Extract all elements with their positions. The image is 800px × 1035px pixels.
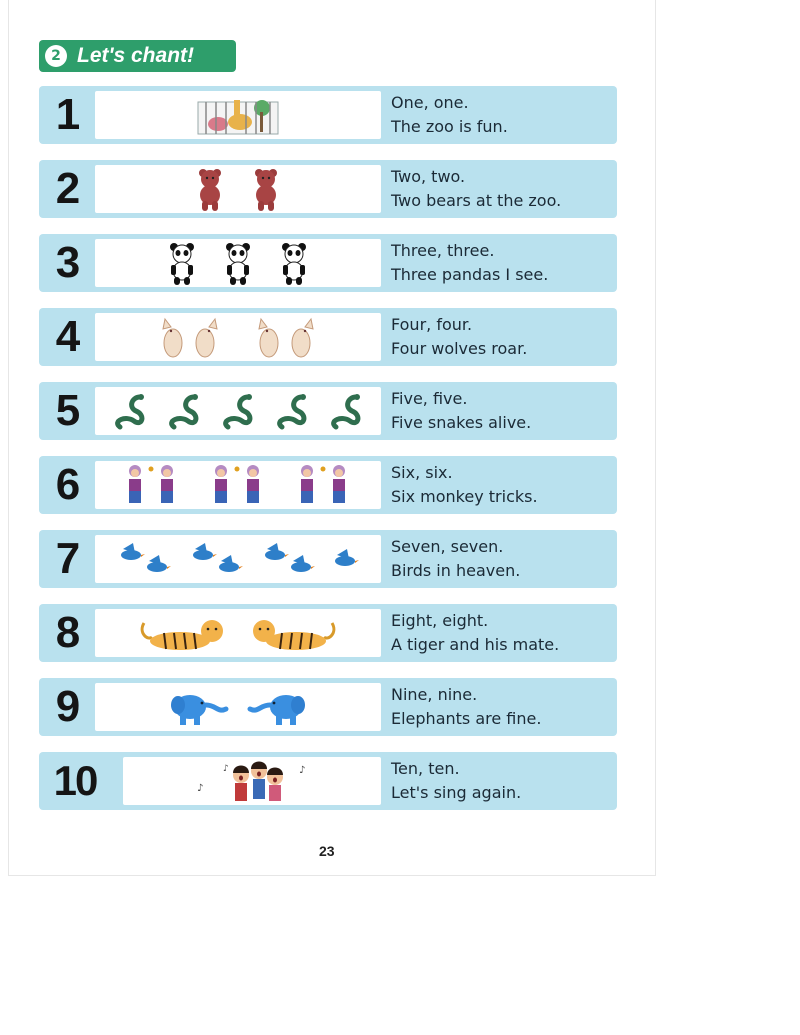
chant-line-1: One, one. — [391, 93, 469, 112]
chant-row-9 — [39, 678, 617, 736]
chant-row-6 — [39, 456, 617, 514]
row-number: 10 — [53, 757, 97, 804]
chant-line-2: Four wolves roar. — [391, 339, 528, 358]
chant-line-2: Elephants are fine. — [391, 709, 542, 728]
tiger-icon — [140, 613, 236, 653]
picture-panel — [95, 91, 381, 139]
chant-line-2: A tiger and his mate. — [391, 635, 560, 654]
chant-line-1: Ten, ten. — [391, 759, 460, 778]
picture-panel — [95, 239, 381, 287]
svg-text:♪: ♪ — [299, 765, 306, 776]
row-number: 4 — [55, 312, 81, 361]
chant-text — [391, 165, 561, 213]
snake-icon — [166, 391, 202, 431]
chant-row-10 — [39, 752, 617, 810]
monkey-icon — [291, 463, 357, 507]
chant-line-2: Six monkey tricks. — [391, 487, 538, 506]
chant-row-5 — [39, 382, 617, 440]
panda-icon — [279, 241, 309, 285]
chant-line-2: Two bears at the zoo. — [391, 191, 562, 210]
chant-text — [391, 609, 559, 657]
chant-row-8 — [39, 604, 617, 662]
picture-panel — [123, 757, 381, 805]
chant-line-1: Two, two. — [391, 167, 466, 186]
chant-text — [391, 239, 548, 287]
snake-icon — [328, 391, 364, 431]
chant-header — [39, 40, 236, 72]
elephant-icon — [246, 687, 312, 727]
picture-panel — [95, 461, 381, 509]
chant-line-2: The zoo is fun. — [391, 117, 508, 136]
snake-icon — [112, 391, 148, 431]
section-number-badge: 2 — [45, 45, 67, 67]
picture-panel — [95, 609, 381, 657]
tiger-icon — [240, 613, 336, 653]
row-number: 7 — [55, 534, 81, 583]
section-title: Let's chant! — [77, 44, 195, 67]
elephant-icon — [164, 687, 230, 727]
bear-icon — [193, 167, 227, 211]
row-number: 2 — [55, 164, 81, 213]
wolf-icon — [255, 315, 317, 359]
snake-icon — [274, 391, 310, 431]
singing-children-icon — [187, 759, 317, 803]
chant-line-1: Nine, nine. — [391, 685, 478, 704]
row-number: 1 — [55, 90, 81, 139]
picture-panel — [95, 313, 381, 361]
row-number: 9 — [55, 682, 81, 731]
row-number: 6 — [55, 460, 81, 509]
bear-icon — [249, 167, 283, 211]
picture-panel — [95, 165, 381, 213]
chant-row-7 — [39, 530, 617, 588]
chant-line-2: Birds in heaven. — [391, 561, 521, 580]
chant-line-1: Six, six. — [391, 463, 453, 482]
chant-text — [391, 313, 527, 361]
monkey-icon — [119, 463, 185, 507]
chant-text — [391, 461, 538, 509]
chant-line-1: Four, four. — [391, 315, 473, 334]
row-number: 3 — [55, 238, 81, 287]
chant-text — [391, 91, 508, 139]
chant-line-2: Three pandas I see. — [391, 265, 549, 284]
row-number: 5 — [55, 386, 81, 435]
svg-text:♪: ♪ — [197, 783, 204, 794]
picture-panel — [95, 683, 381, 731]
row-number: 8 — [55, 608, 81, 657]
zoo-cage-icon — [196, 94, 280, 136]
bird-icon — [187, 539, 245, 579]
picture-panel — [95, 535, 381, 583]
chant-line-1: Three, three. — [391, 241, 495, 260]
snake-icon — [220, 391, 256, 431]
chant-text — [391, 683, 541, 731]
bird-icon — [331, 539, 361, 579]
chant-text — [391, 387, 531, 435]
panda-icon — [167, 241, 197, 285]
monkey-icon — [205, 463, 271, 507]
chant-line-2: Let's sing again. — [391, 783, 522, 802]
textbook-page — [8, 0, 656, 876]
chant-row-3 — [39, 234, 617, 292]
chant-line-1: Five, five. — [391, 389, 468, 408]
page-number: 23 — [319, 843, 335, 859]
chant-text — [391, 535, 520, 583]
chant-row-4 — [39, 308, 617, 366]
chant-row-1 — [39, 86, 617, 144]
wolf-icon — [159, 315, 221, 359]
bird-icon — [115, 539, 173, 579]
chant-line-1: Eight, eight. — [391, 611, 489, 630]
chant-row-2 — [39, 160, 617, 218]
panda-icon — [223, 241, 253, 285]
bird-icon — [259, 539, 317, 579]
svg-text:♪: ♪ — [223, 764, 229, 774]
chant-text — [391, 757, 521, 805]
chant-line-2: Five snakes alive. — [391, 413, 532, 432]
picture-panel — [95, 387, 381, 435]
chant-line-1: Seven, seven. — [391, 537, 504, 556]
